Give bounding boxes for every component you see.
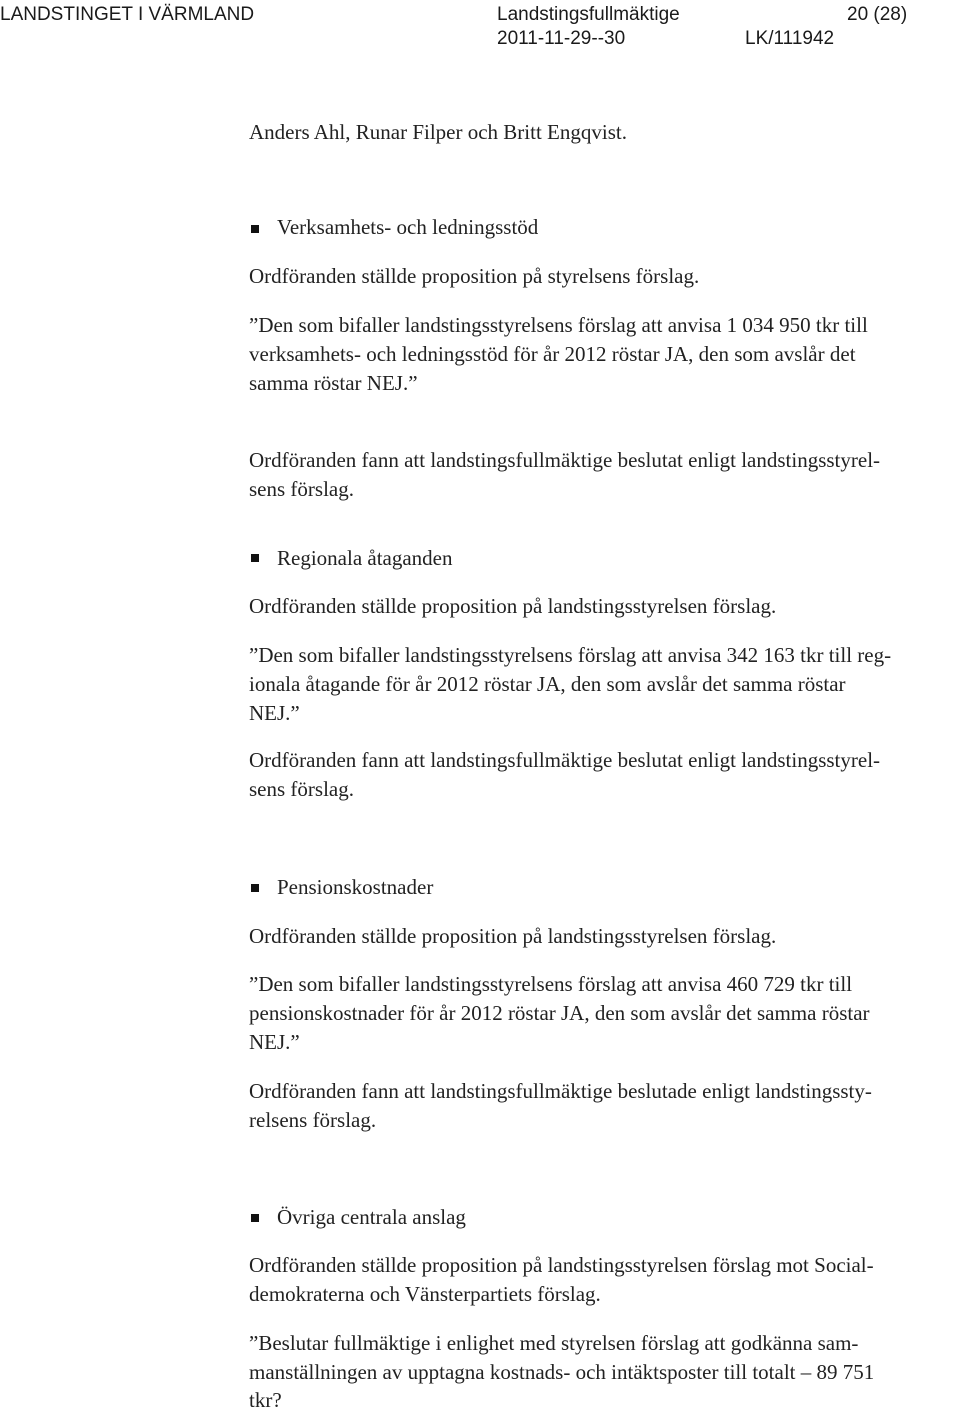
intro-text: Anders Ahl, Runar Filper och Britt Engqvist. <box>249 120 627 144</box>
bullet-icon <box>251 554 259 562</box>
decision-line: relsens förslag. <box>249 1108 377 1132</box>
vote-line: NEJ.” <box>249 701 300 725</box>
vote-line: ”Den som bifaller landstingsstyrelsens förslag att anvisa 460 729 tkr till <box>249 972 853 996</box>
decision-line: Ordföranden fann att landstingsfullmäktige beslutat enligt landstingsstyrel- <box>249 448 881 472</box>
bullet-icon <box>251 225 259 233</box>
vote-line: samma röstar NEJ.” <box>249 371 418 395</box>
proposition-text: Ordföranden ställde proposition på landstingsstyrelsen förslag. <box>249 594 777 618</box>
bullet-icon <box>251 1214 259 1222</box>
decision-line: Ordföranden fann att landstingsfullmäktige beslutat enligt landstingsstyrel- <box>249 748 881 772</box>
header-org: LANDSTINGET I VÄRMLAND <box>0 4 255 25</box>
proposition-text: Ordföranden ställde proposition på styrelsens förslag. <box>249 264 700 288</box>
vote-line: tkr? <box>249 1388 282 1412</box>
section-heading: Pensionskostnader <box>277 875 434 899</box>
vote-line: manställningen av upptagna kostnads- och intäktsposter till totalt – 89 751 <box>249 1360 875 1384</box>
proposition-text: Ordföranden ställde proposition på landstingsstyrelsen förslag mot Social- <box>249 1253 874 1277</box>
section-heading: Verksamhets- och ledningsstöd <box>277 215 539 239</box>
bullet-icon <box>251 884 259 892</box>
header-page-number: 20 (28) <box>847 4 908 25</box>
vote-line: ”Beslutar fullmäktige i enlighet med styrelsen förslag att godkänna sam- <box>249 1331 859 1355</box>
header-doc-type: Landstingsfullmäktige <box>497 4 680 25</box>
section-heading: Regionala åtaganden <box>277 546 453 570</box>
section-heading: Övriga centrala anslag <box>277 1205 466 1229</box>
vote-line: pensionskostnader för år 2012 röstar JA, den som avslår det samma röstar <box>249 1001 870 1025</box>
vote-line: ”Den som bifaller landstingsstyrelsens förslag att anvisa 1 034 950 tkr till <box>249 313 868 337</box>
vote-line: NEJ.” <box>249 1030 300 1054</box>
decision-line: sens förslag. <box>249 477 354 501</box>
vote-line: ionala åtagande för år 2012 röstar JA, den som avslår det samma röstar <box>249 672 846 696</box>
vote-line: verksamhets- och ledningsstöd för år 2012 röstar JA, den som avslår det <box>249 342 856 366</box>
decision-line: Ordföranden fann att landstingsfullmäktige beslutade enligt landstingssty- <box>249 1079 872 1103</box>
header-date: 2011-11-29--30 <box>497 28 626 49</box>
header-reference: LK/111942 <box>745 28 835 49</box>
decision-line: sens förslag. <box>249 777 354 801</box>
vote-line: ”Den som bifaller landstingsstyrelsens förslag att anvisa 342 163 tkr till reg- <box>249 643 892 667</box>
proposition-text: demokraterna och Vänsterpartiets förslag. <box>249 1282 601 1306</box>
proposition-text: Ordföranden ställde proposition på landstingsstyrelsen förslag. <box>249 924 777 948</box>
